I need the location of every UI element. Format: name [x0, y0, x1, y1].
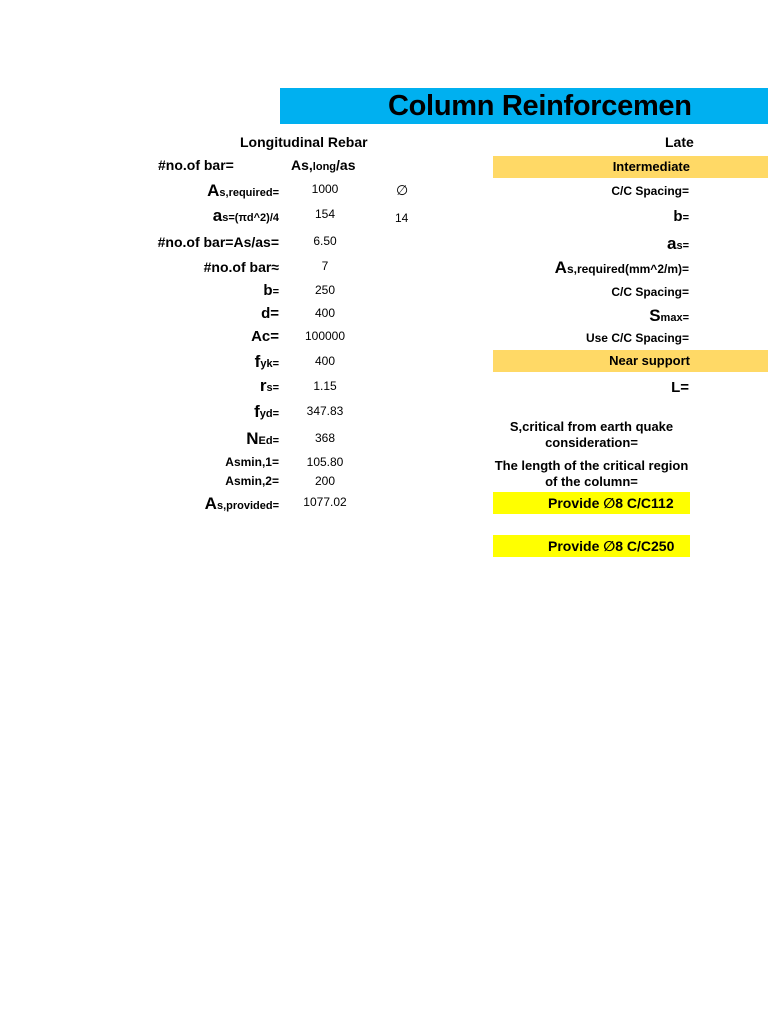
value-as-area: 154 [314, 207, 336, 221]
row-label-as-area [213, 206, 279, 226]
label-main: N [246, 429, 259, 448]
formula-as: As, [291, 157, 313, 173]
formula-long: long [312, 161, 337, 173]
as-required-label [555, 258, 689, 278]
value-no-of-bar-approx: 7 [321, 259, 329, 273]
label-main: f [254, 352, 261, 371]
value-asmin-2: 200 [314, 474, 336, 488]
row-label-fyd [254, 402, 279, 422]
no-of-bar-formula [291, 157, 355, 173]
cc-spacing-label-1: C/C Spacing= [611, 184, 689, 198]
label-sub: max= [660, 312, 689, 324]
row-label-ned [246, 429, 279, 449]
no-of-bar-label: #no.of bar= [158, 157, 234, 173]
label-sub: yd= [259, 408, 279, 420]
label-main: a [212, 206, 223, 225]
s-critical-label-2: consideration= [545, 435, 638, 450]
label-main: b [263, 282, 273, 299]
label-sub: s,required= [219, 187, 279, 199]
provide-text-2: Provide ∅8 C/C250 [548, 538, 675, 554]
label-main: A [554, 258, 567, 277]
use-cc-spacing-label: Use C/C Spacing= [585, 331, 689, 345]
label-sub: s=(πd^2)/4 [222, 212, 279, 224]
critical-length-label-2: of the column= [545, 474, 638, 489]
label-main: A [207, 181, 220, 200]
lateral-header: Late [665, 134, 694, 150]
diameter-symbol: ∅ [396, 182, 409, 198]
diameter-value: 14 [395, 211, 409, 225]
label-sub: = [272, 286, 279, 298]
label-sub: Ed= [258, 435, 279, 447]
row-label-no-of-bar-approx: #no.of bar≈ [203, 259, 279, 275]
label-sub: s= [676, 240, 689, 252]
near-support-band [493, 350, 768, 372]
label-main: r [259, 376, 267, 395]
right-b-label [673, 208, 689, 225]
row-label-asmin-1: Asmin,1= [225, 455, 279, 469]
value-asmin-1: 105.80 [306, 455, 344, 469]
row-label-d: d= [261, 305, 279, 322]
value-fyk: 400 [314, 354, 336, 368]
label-main: A [204, 494, 217, 513]
cc-spacing-label-2: C/C Spacing= [611, 285, 689, 299]
l-label: L= [671, 379, 689, 396]
critical-length-label-1: The length of the critical region [494, 458, 689, 473]
label-main: a [666, 234, 677, 253]
formula-as-tail: /as [336, 157, 356, 173]
label-sub: s= [266, 382, 279, 394]
row-label-asmin-2: Asmin,2= [225, 474, 279, 488]
value-ned: 368 [314, 431, 336, 445]
value-no-of-bar-ratio: 6.50 [313, 234, 337, 248]
value-d: 400 [314, 306, 336, 320]
label-sub: = [682, 212, 689, 224]
sheet-title: Column Reinforcemen [388, 90, 692, 122]
value-rs: 1.15 [313, 379, 337, 393]
label-sub: yk= [260, 358, 279, 370]
row-label-as-required [207, 181, 279, 201]
row-label-fyk [255, 352, 279, 372]
label-main: S [649, 306, 661, 325]
intermediate-band [493, 156, 768, 178]
label-sub: s,provided= [216, 500, 279, 512]
label-main: f [254, 402, 260, 421]
smax-label [649, 306, 689, 326]
row-label-as-provided [205, 494, 279, 514]
row-label-no-of-bar-ratio: #no.of bar=As/as= [157, 234, 279, 250]
label-sub: s,required(mm^2/m)= [566, 262, 689, 276]
value-as-required: 1000 [311, 182, 339, 196]
value-ac: 100000 [304, 329, 346, 343]
value-fyd: 347.83 [306, 404, 344, 418]
value-as-provided: 1077.02 [303, 495, 347, 509]
s-critical-label-1: S,critical from earth quake [509, 419, 674, 434]
intermediate-label: Intermediate [612, 159, 690, 174]
row-label-rs [260, 376, 279, 396]
value-b: 250 [314, 283, 336, 297]
label-main: b [673, 208, 683, 225]
title-banner [280, 88, 768, 124]
provide-text-1: Provide ∅8 C/C112 [548, 495, 674, 511]
provide-band-2 [493, 535, 690, 557]
row-label-ac: Ac= [251, 328, 279, 345]
row-label-b [263, 282, 279, 299]
longitudinal-rebar-header: Longitudinal Rebar [240, 134, 368, 150]
near-support-label: Near support [609, 353, 690, 368]
provide-band-1 [493, 492, 690, 514]
right-as-label [667, 234, 689, 254]
